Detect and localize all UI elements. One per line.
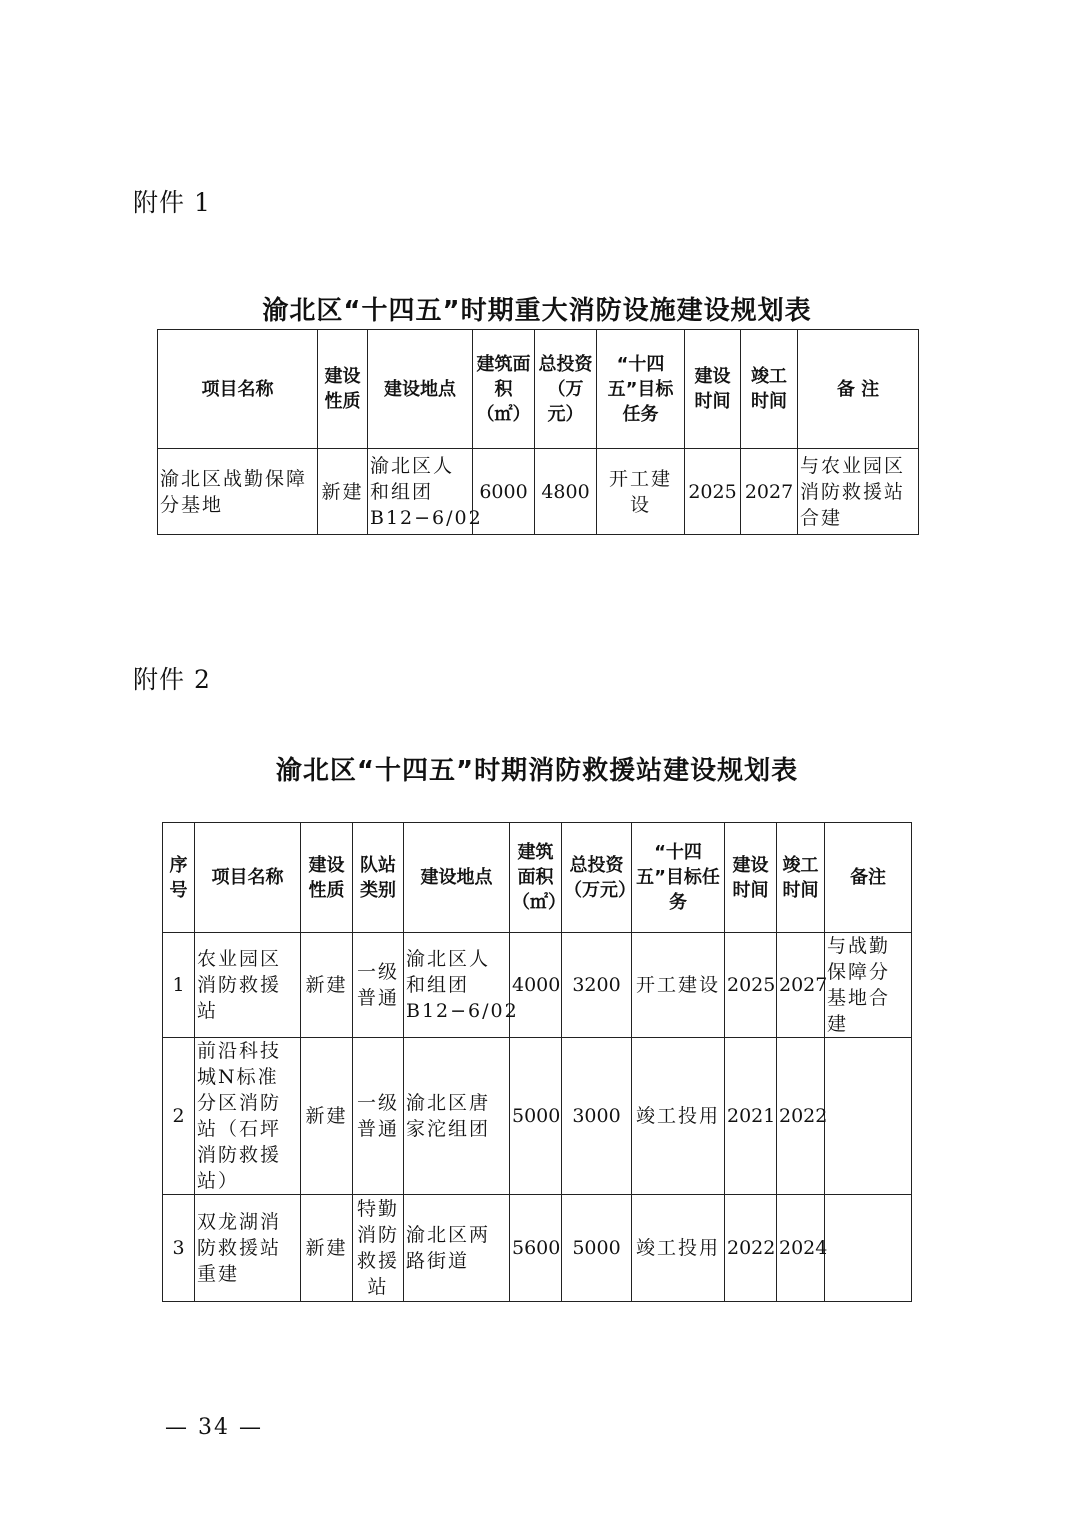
header-remark: 备 注 [798, 330, 919, 449]
cell-area: 5000 [510, 1038, 562, 1195]
cell-nature: 新建 [301, 1195, 353, 1302]
table-row [163, 933, 912, 1038]
cell-remark: 与战勤保障分基地合建 [825, 933, 912, 1038]
cell-investment: 4800 [535, 449, 597, 535]
cell-project-name: 双龙湖消防救援站重建 [195, 1195, 301, 1302]
attachment-1-number: 1 [193, 188, 211, 217]
cell-remark [825, 1038, 912, 1195]
attachment-2-label [133, 660, 211, 696]
cell-finish-year: 2027 [741, 449, 798, 535]
cell-location: 渝北区人和组团B12−6/02 [404, 933, 510, 1038]
header-start-year: 建设时间 [685, 330, 741, 449]
cell-location: 渝北区两路街道 [404, 1195, 510, 1302]
cell-nature: 新建 [301, 933, 353, 1038]
header-investment: 总投资（万元） [562, 823, 632, 933]
attachment-2-text: 附件 [133, 665, 186, 694]
header-project-name: 项目名称 [195, 823, 301, 933]
cell-start-year: 2022 [725, 1195, 777, 1302]
header-task: “十四五”目标任务 [632, 823, 725, 933]
cell-investment: 5000 [562, 1195, 632, 1302]
cell-investment: 3000 [562, 1038, 632, 1195]
attachment-2-number: 2 [193, 665, 211, 694]
table-row [163, 1038, 912, 1195]
table-2-header-row [163, 823, 912, 933]
cell-nature: 新建 [301, 1038, 353, 1195]
cell-seq: 2 [163, 1038, 195, 1195]
cell-area: 4000 [510, 933, 562, 1038]
page-number: — 34 — [165, 1415, 263, 1440]
cell-station-type: 一级普通 [353, 933, 404, 1038]
cell-finish-year: 2024 [777, 1195, 825, 1302]
attachment-1-text: 附件 [133, 188, 186, 217]
cell-investment: 3200 [562, 933, 632, 1038]
major-facilities-table [157, 329, 919, 535]
header-finish-year: 竣工时间 [777, 823, 825, 933]
cell-project-name: 前沿科技城N标准分区消防站（石坪消防救援站） [195, 1038, 301, 1195]
table-row [163, 1195, 912, 1302]
cell-project-name: 渝北区战勤保障分基地 [158, 449, 318, 535]
cell-task: 竣工投用 [632, 1038, 725, 1195]
cell-start-year: 2025 [725, 933, 777, 1038]
cell-remark: 与农业园区消防救援站合建 [798, 449, 919, 535]
cell-finish-year: 2022 [777, 1038, 825, 1195]
header-location: 建设地点 [404, 823, 510, 933]
cell-area: 5600 [510, 1195, 562, 1302]
fire-station-table [162, 822, 912, 1302]
header-nature: 建设性质 [318, 330, 368, 449]
cell-project-name: 农业园区消防救援站 [195, 933, 301, 1038]
cell-finish-year: 2027 [777, 933, 825, 1038]
cell-remark [825, 1195, 912, 1302]
header-task: “十四五”目标任务 [597, 330, 685, 449]
table-1-title: 渝北区“十四五”时期重大消防设施建设规划表 [262, 296, 812, 326]
cell-nature: 新建 [318, 449, 368, 535]
cell-task: 竣工投用 [632, 1195, 725, 1302]
header-finish-year: 竣工时间 [741, 330, 798, 449]
cell-location: 渝北区人和组团B12−6/02 [368, 449, 473, 535]
table-row [158, 449, 919, 535]
cell-task: 开工建设 [597, 449, 685, 535]
header-nature: 建设性质 [301, 823, 353, 933]
header-location: 建设地点 [368, 330, 473, 449]
header-station-type: 队站类别 [353, 823, 404, 933]
header-remark: 备注 [825, 823, 912, 933]
attachment-1-label [133, 183, 211, 219]
cell-station-type: 一级普通 [353, 1038, 404, 1195]
header-seq: 序号 [163, 823, 195, 933]
header-project-name: 项目名称 [158, 330, 318, 449]
table-1-header-row [158, 330, 919, 449]
cell-station-type: 特勤消防救援站 [353, 1195, 404, 1302]
cell-seq: 1 [163, 933, 195, 1038]
cell-start-year: 2025 [685, 449, 741, 535]
header-area: 建筑面积（㎡） [473, 330, 535, 449]
table-2-title: 渝北区“十四五”时期消防救援站建设规划表 [275, 756, 799, 786]
header-start-year: 建设时间 [725, 823, 777, 933]
cell-start-year: 2021 [725, 1038, 777, 1195]
cell-seq: 3 [163, 1195, 195, 1302]
header-area: 建筑面积（㎡） [510, 823, 562, 933]
cell-task: 开工建设 [632, 933, 725, 1038]
cell-location: 渝北区唐家沱组团 [404, 1038, 510, 1195]
cell-area: 6000 [473, 449, 535, 535]
header-investment: 总投资（万元） [535, 330, 597, 449]
